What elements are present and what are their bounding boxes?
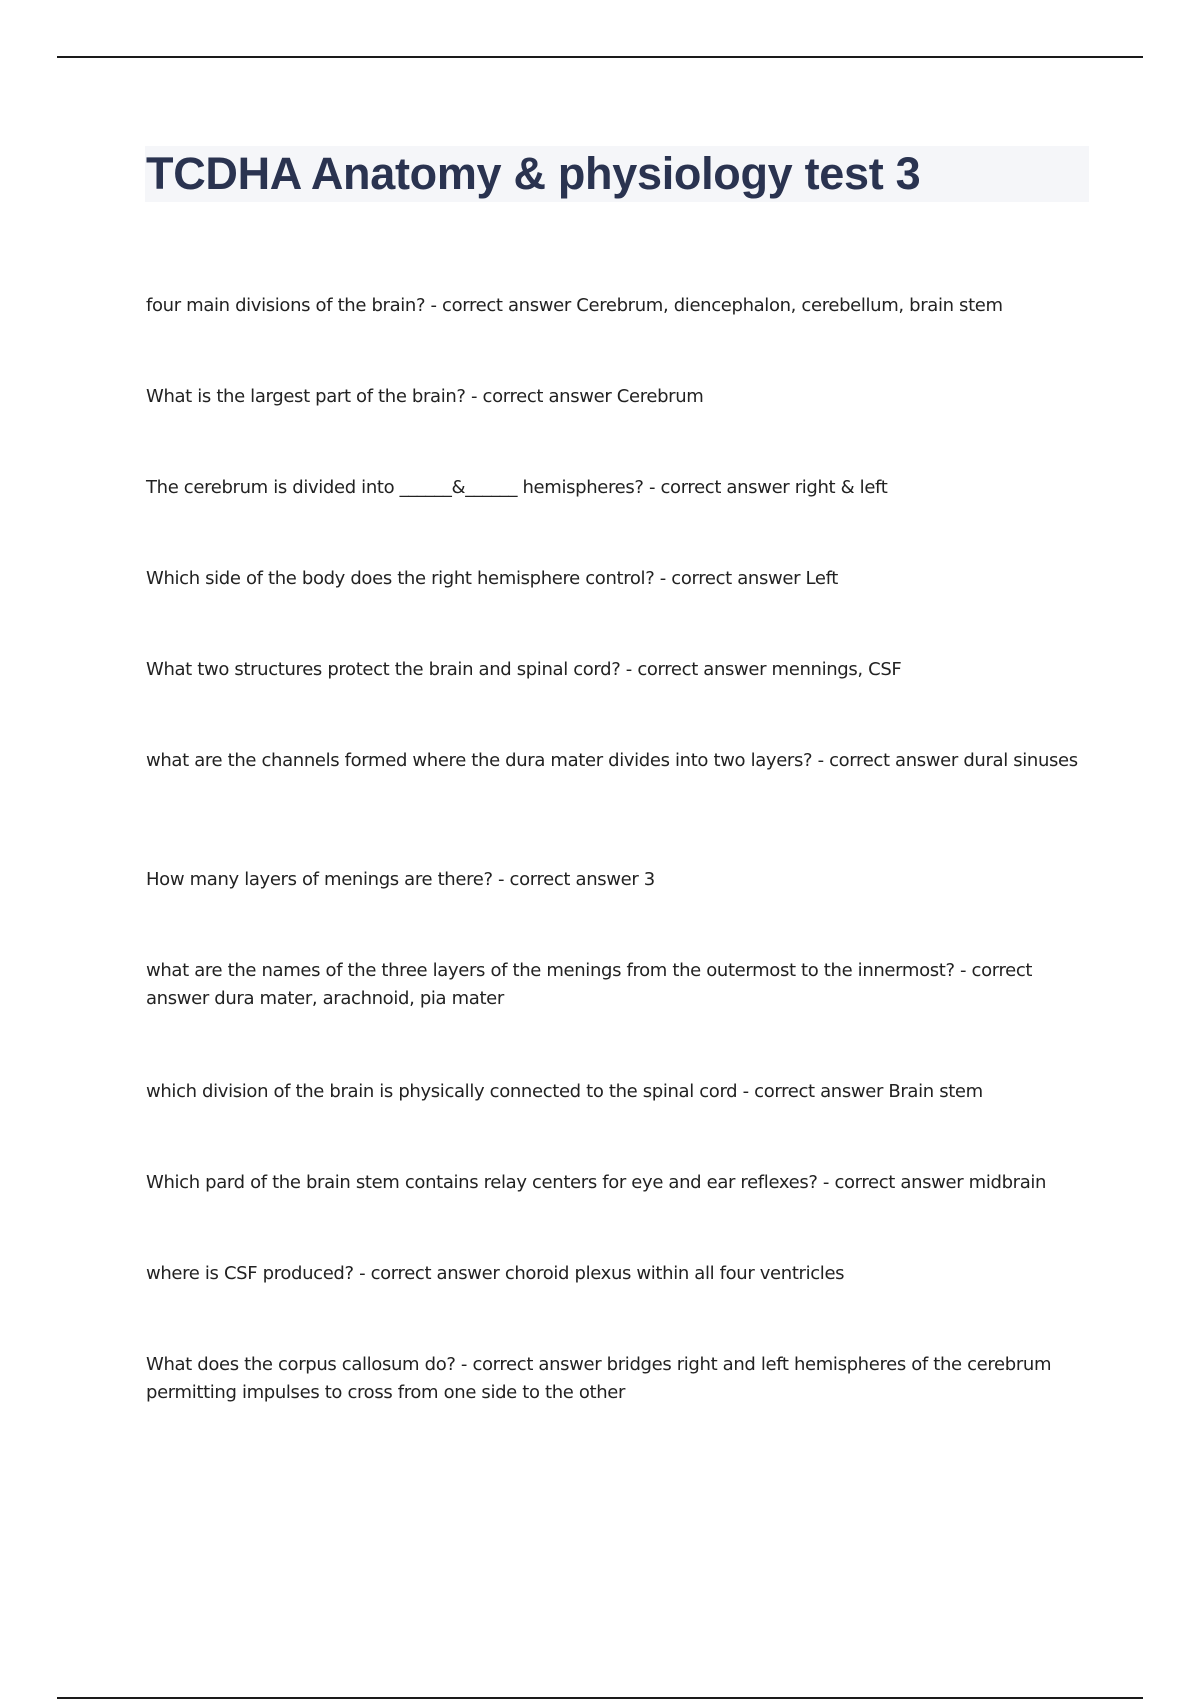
qa-item: What two structures protect the brain and spinal cord? - correct answer mennings, CSF (146, 659, 902, 680)
top-rule (57, 56, 1143, 58)
qa-item: what are the names of the three layers of the menings from the outermost to the innermost? - correct answer dura mater, arachnoid, pia mater (146, 960, 1033, 1009)
qa-item: Which side of the body does the right hemisphere control? - correct answer Left (146, 568, 838, 589)
qa-item: How many layers of menings are there? - correct answer 3 (146, 869, 655, 890)
qa-item: four main divisions of the brain? - correct answer Cerebrum, diencephalon, cerebellum, brain stem (146, 295, 1003, 316)
qa-item: The cerebrum is divided into ______&______ hemispheres? - correct answer right & left (146, 477, 888, 498)
qa-item: What does the corpus callosum do? - correct answer bridges right and left hemispheres of the cerebrum permitting impulses to cross from one side to the other (146, 1354, 1052, 1403)
qa-item: what are the channels formed where the dura mater divides into two layers? - correct answer dural sinuses (146, 750, 1078, 771)
qa-item: which division of the brain is physically connected to the spinal cord - correct answer Brain stem (146, 1081, 983, 1102)
document-title: TCDHA Anatomy & physiology test 3 (146, 148, 921, 199)
qa-item: Which pard of the brain stem contains relay centers for eye and ear reflexes? - correct answer midbrain (146, 1172, 1047, 1193)
qa-item: What is the largest part of the brain? - correct answer Cerebrum (146, 386, 704, 407)
qa-item: where is CSF produced? - correct answer choroid plexus within all four ventricles (146, 1263, 845, 1284)
bottom-rule (57, 1697, 1143, 1699)
